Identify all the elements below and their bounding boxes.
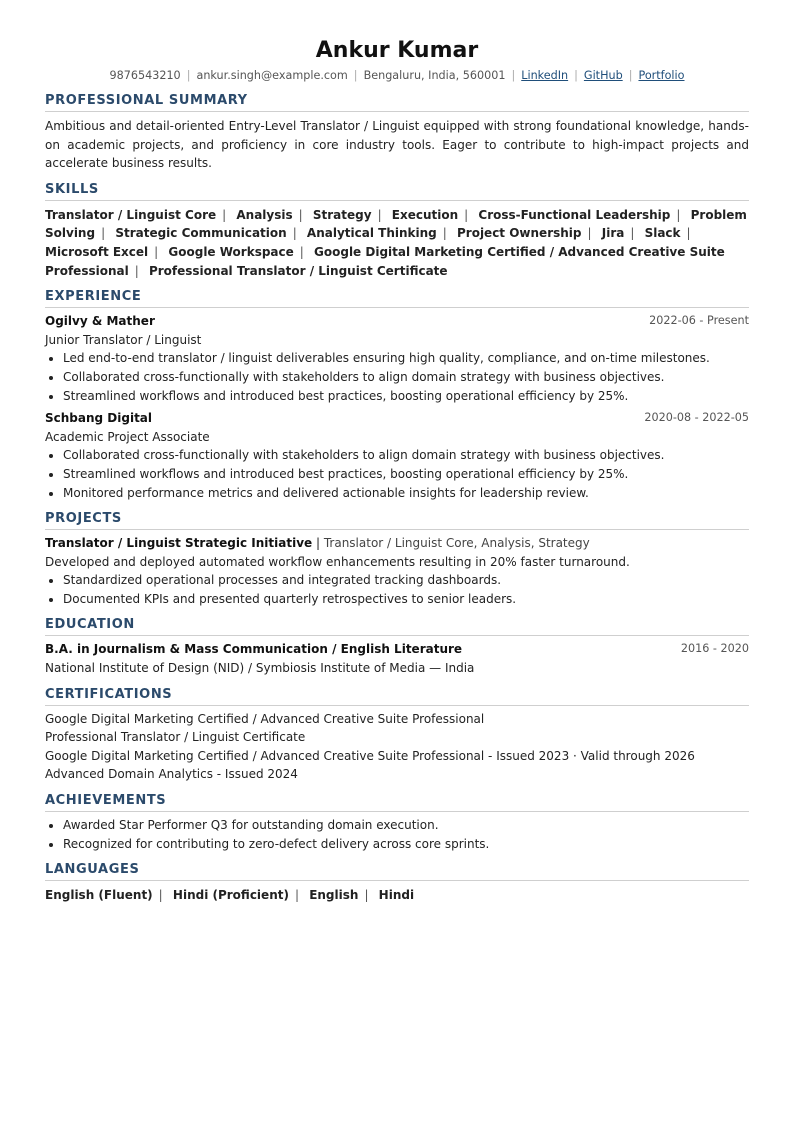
skill: Translator / Linguist Core <box>45 207 217 222</box>
skill: Project Ownership <box>456 226 582 241</box>
list-item: • Streamlined workflows and introduced best practices, boosting operational efficiency by 25%. <box>63 387 749 406</box>
section-title-skills: SKILLS <box>45 181 749 201</box>
candidate-name: Ankur Kumar <box>315 38 479 63</box>
list-item: • Standardized operational processes and integrated tracking dashboards. <box>63 571 749 590</box>
skill: Google Digital Marketing Certified / Advanced Creative Suite Professional <box>45 244 725 278</box>
skill: Professional Translator / Linguist Certificate <box>148 263 448 278</box>
skill: Strategy <box>312 207 372 222</box>
company-name: Ogilvy & Mather <box>45 314 155 329</box>
job-dates: 2020-08 - 2022-05 <box>644 411 749 425</box>
list-item: • Awarded Star Performer Q3 for outstanding domain execution. <box>63 816 749 835</box>
section-title-certifications: CERTIFICATIONS <box>45 686 749 706</box>
skill: Problem Solving <box>45 207 747 241</box>
education-entry <box>45 640 749 677</box>
portfolio-link[interactable]: Portfolio <box>638 69 685 82</box>
job-bullets <box>45 446 749 502</box>
project-tech: Translator / Linguist Core, Analysis, Strategy <box>323 536 590 551</box>
language: English (Fluent) <box>45 888 153 903</box>
github-link[interactable]: GitHub <box>583 69 623 82</box>
list-item: • Recognized for contributing to zero-defect delivery across core sprints. <box>63 835 749 854</box>
skill: Analytical Thinking <box>306 226 437 241</box>
company-name: Schbang Digital <box>45 411 153 426</box>
certification: Advanced Domain Analytics - Issued 2024 <box>45 767 298 782</box>
location: Bengaluru, India, 560001 <box>363 69 506 82</box>
job-dates: 2022-06 - Present <box>649 314 749 328</box>
skill: Microsoft Excel <box>45 244 149 259</box>
languages-list: English (Fluent) | Hindi (Proficient) | English | Hindi <box>45 888 415 903</box>
project-bullets <box>45 571 749 608</box>
education-dates: 2016 - 2020 <box>680 642 749 656</box>
contact-line <box>45 68 749 84</box>
section-title-summary: PROFESSIONAL SUMMARY <box>45 92 749 112</box>
summary-text: Ambitious and detail-oriented Entry-Level Translator / Linguist equipped with strong foundational knowledge, hands-on academic projects, and proficiency in core industry tools. Eager to contribute to high-impact projects and accelerate business results. <box>45 119 749 171</box>
school: National Institute of Design (NID) / Symbiosis Institute of Media — India <box>45 661 475 676</box>
separator: | <box>186 69 191 82</box>
certifications-list <box>45 710 749 784</box>
skill: Jira <box>601 226 625 241</box>
list-item: • Monitored performance metrics and delivered actionable insights for leadership review. <box>63 484 749 503</box>
separator: | <box>628 69 633 82</box>
skill: Cross-Functional Leadership <box>478 207 671 222</box>
section-title-projects: PROJECTS <box>45 510 749 530</box>
separator: | <box>574 69 578 82</box>
project-title: Translator / Linguist Strategic Initiative <box>45 536 313 551</box>
list-item: • Collaborated cross-functionally with stakeholders to align domain strategy with business objectives. <box>63 368 749 387</box>
list-item: • Streamlined workflows and introduced best practices, boosting operational efficiency by 25%. <box>63 465 749 484</box>
linkedin-link[interactable]: LinkedIn <box>521 69 569 82</box>
section-title-experience: EXPERIENCE <box>45 288 749 308</box>
section-title-achievements: ACHIEVEMENTS <box>45 792 749 812</box>
skill: Execution <box>391 207 459 222</box>
job-role: Academic Project Associate <box>45 429 210 444</box>
separator: | <box>353 69 358 82</box>
skill: Analysis <box>236 207 293 222</box>
skills-list: Translator / Linguist Core | Analysis | Strategy | Execution | Cross-Functional Leadership | Problem Solving | Strategic Communication | Analytical Thinking | Project Ownership | Jira | Slack | Microsoft Excel | Google Workspace | Google Digital Marketing Certified / Advanced Creative Suite Professional | Professional Translator / Linguist Certificate <box>45 207 747 278</box>
skill: Slack <box>644 226 681 241</box>
job-role: Junior Translator / Linguist <box>45 332 202 347</box>
section-title-education: EDUCATION <box>45 616 749 636</box>
section-title-languages: LANGUAGES <box>45 861 749 881</box>
project-heading: Translator / Linguist Strategic Initiative | Translator / Linguist Core, Analysis, Strategy <box>45 536 590 551</box>
project-description: Developed and deployed automated workflow enhancements resulting in 20% faster turnaround. <box>45 554 630 569</box>
list-item: • Led end-to-end translator / linguist deliverables ensuring high quality, compliance, and on-time milestones. <box>63 349 749 368</box>
list-item: • Documented KPIs and presented quarterly retrospectives to senior leaders. <box>63 590 749 609</box>
phone: 9876543210 <box>109 69 181 82</box>
certification: Professional Translator / Linguist Certificate <box>45 730 306 745</box>
experience-entry <box>45 312 749 405</box>
certification: Google Digital Marketing Certified / Advanced Creative Suite Professional - Issued 2023 · Valid through 2026 <box>45 748 695 763</box>
separator: | <box>511 69 516 82</box>
achievements-list <box>45 816 749 853</box>
skill: Strategic Communication <box>115 226 287 241</box>
email: ankur.singh@example.com <box>196 69 348 82</box>
list-item: • Collaborated cross-functionally with stakeholders to align domain strategy with business objectives. <box>63 446 749 465</box>
language: Hindi <box>378 888 415 903</box>
degree: B.A. in Journalism & Mass Communication / English Literature <box>45 642 463 657</box>
experience-entry <box>45 409 749 502</box>
skill: Google Workspace <box>168 244 294 259</box>
certification: Google Digital Marketing Certified / Advanced Creative Suite Professional <box>45 711 485 726</box>
job-bullets <box>45 349 749 405</box>
language: English <box>309 888 359 903</box>
language: Hindi (Proficient) <box>172 888 289 903</box>
